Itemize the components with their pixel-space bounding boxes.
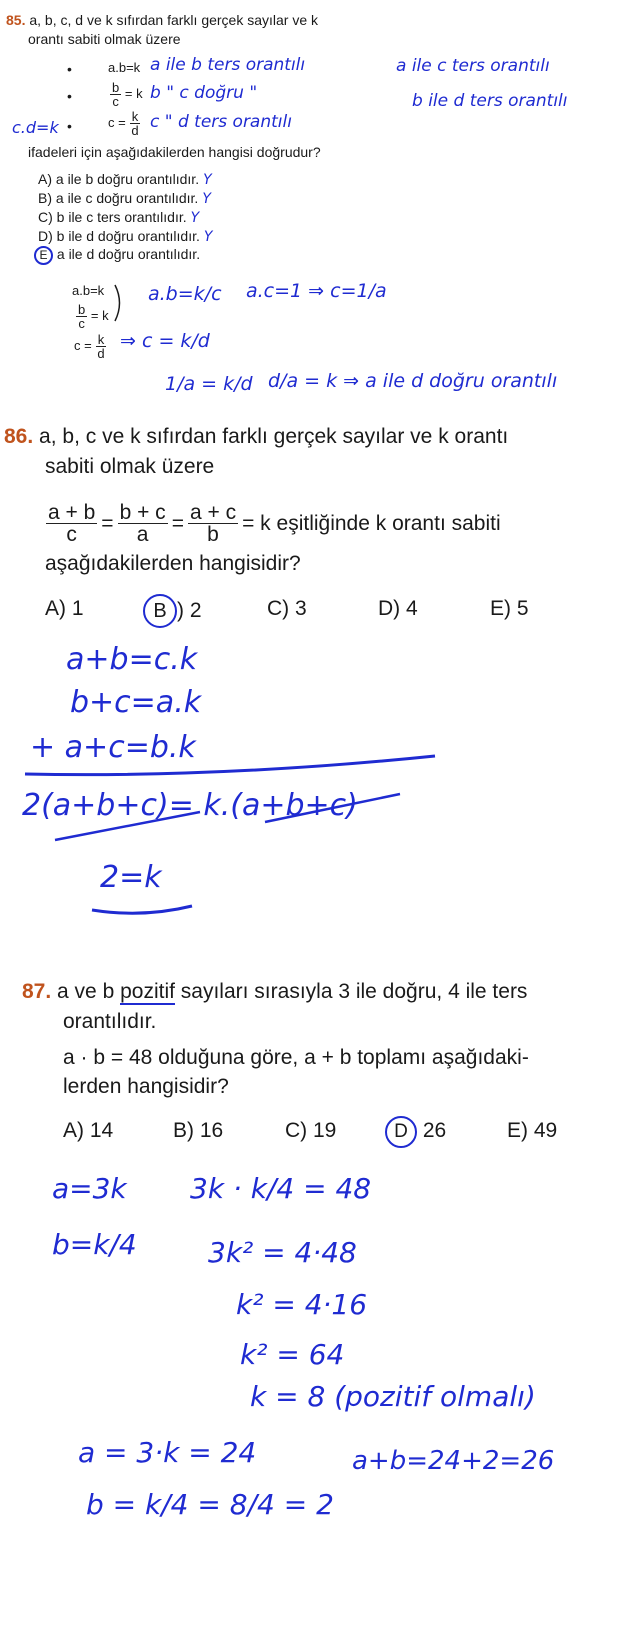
answer-underline bbox=[88, 900, 198, 920]
problem-number: 86. bbox=[4, 425, 34, 448]
solution-eq-2: $\frac{b}{c}$ = k bbox=[78, 302, 109, 331]
handwritten-step: 2=k bbox=[100, 860, 162, 895]
cancel-strike bbox=[50, 786, 410, 846]
given-eq-1: a.b=k bbox=[108, 60, 141, 75]
handwritten-step: k² = 4·16 bbox=[236, 1288, 368, 1321]
handwritten-step: 2(a+b+c)= k.(a+b+c) bbox=[22, 788, 358, 823]
sum-line bbox=[20, 752, 440, 782]
problem-86-line-1: 86. a, b, c ve k sıfırdan farklı gerçek sayılar ve k orantı bbox=[4, 425, 509, 448]
handwritten-step: 3k · k/4 = 48 bbox=[190, 1172, 372, 1205]
handwritten-step: b=k/4 bbox=[52, 1228, 137, 1261]
handwritten-step: + a+c=b.k bbox=[30, 730, 196, 765]
handwritten-step: b = k/4 = 8/4 = 2 bbox=[86, 1488, 334, 1521]
handwritten-step: a+b=c.k bbox=[66, 642, 198, 677]
given-eq-2: $\frac{b}{c}$ = k bbox=[112, 80, 143, 109]
problem-number: 87. bbox=[22, 980, 52, 1003]
problem-85-text bbox=[6, 12, 318, 28]
intro-line-2: orantı sabiti olmak üzere bbox=[28, 31, 181, 47]
bullet: • bbox=[67, 118, 72, 134]
option-d: D) 4 bbox=[378, 597, 418, 620]
problem-87-line-2: orantılıdır. bbox=[63, 1010, 157, 1033]
answer-circle: D bbox=[385, 1116, 417, 1148]
problem-87-line-3: a · b = 48 olduğuna göre, a + b toplamı aşağıdaki- bbox=[63, 1046, 529, 1069]
handwritten-note: b ile d ters orantılı bbox=[412, 91, 568, 111]
problem-87-line-1: 87. a ve b pozitif sayıları sırasıyla 3 ile doğru, 4 ile ters bbox=[22, 980, 528, 1003]
handwritten-note: a ile b ters orantılı bbox=[150, 55, 306, 75]
bracket bbox=[112, 283, 126, 323]
handwritten-step: a.b=k/c bbox=[148, 283, 222, 305]
option-c: C) 19 bbox=[285, 1119, 337, 1142]
option-d-selected: D 26 bbox=[385, 1116, 446, 1148]
handwritten-step: 1/a = k/d bbox=[165, 373, 253, 395]
handwritten-step: a=3k bbox=[52, 1172, 127, 1205]
problem-87-line-4: lerden hangisidir? bbox=[63, 1075, 229, 1098]
handwritten-note: c " d ters orantılı bbox=[150, 112, 292, 132]
solution-eq-1: a.b=k bbox=[72, 283, 105, 298]
intro-line-1: a, b, c, d ve k sıfırdan farklı gerçek sayılar ve k bbox=[29, 12, 319, 28]
problem-86-line-2: sabiti olmak üzere bbox=[45, 455, 215, 478]
handwritten-step: k² = 64 bbox=[240, 1338, 345, 1371]
handwritten-step: b+c=a.k bbox=[70, 685, 202, 720]
option-a: A) 1 bbox=[45, 597, 84, 620]
question: ifadeleri için aşağıdakilerden hangisi doğrudur? bbox=[28, 144, 321, 160]
option-c: C) b ile c ters orantılıdır. Y bbox=[38, 209, 200, 226]
handwritten-step: a.c=1 ⇒ c=1/a bbox=[246, 280, 387, 302]
ratio-equation: $\frac{a + b}{c}$ = $\frac{b + c}{a}$ = $\frac{a + c}{b}$ = k eşitliğinde k orantı sabiti bbox=[48, 501, 501, 546]
option-e: E) 5 bbox=[490, 597, 529, 620]
handwritten-step: a+b=24+2=26 bbox=[352, 1446, 555, 1476]
option-d: D) b ile d doğru orantılıdır. Y bbox=[38, 228, 213, 245]
handwritten-step: k = 8 (pozitif olmalı) bbox=[250, 1380, 536, 1413]
problem-number: 85. bbox=[6, 12, 26, 28]
bullet: • bbox=[67, 88, 72, 104]
handwritten-step: ⇒ c = k/d bbox=[120, 330, 210, 352]
handwritten-note: a ile c ters orantılı bbox=[396, 56, 550, 76]
problem-86-line-4: aşağıdakilerden hangisidir? bbox=[45, 552, 301, 575]
option-b: B) 16 bbox=[173, 1119, 224, 1142]
handwritten-note: c.d=k bbox=[12, 118, 59, 137]
option-e-selected: E a ile d doğru orantılıdır. bbox=[34, 246, 200, 265]
handwritten-step: a = 3·k = 24 bbox=[78, 1436, 257, 1469]
option-b-selected: B ) 2 bbox=[143, 594, 202, 628]
given-eq-3: c = $\frac{k}{d}$ bbox=[108, 109, 139, 138]
answer-circle: B bbox=[143, 594, 177, 628]
option-b: B) a ile c doğru orantılıdır. Y bbox=[38, 190, 211, 207]
answer-circle: E bbox=[34, 246, 53, 265]
option-c: C) 3 bbox=[267, 597, 307, 620]
handwritten-step: 3k² = 4·48 bbox=[208, 1236, 357, 1269]
option-a: A) 14 bbox=[63, 1119, 114, 1142]
option-a: A) a ile b doğru orantılıdır. Y bbox=[38, 171, 212, 188]
handwritten-step: d/a = k ⇒ a ile d doğru orantılı bbox=[268, 370, 558, 392]
bullet: • bbox=[67, 61, 72, 77]
solution-eq-3: c = $\frac{k}{d}$ bbox=[74, 332, 105, 361]
option-e: E) 49 bbox=[507, 1119, 558, 1142]
handwritten-note: b " c doğru " bbox=[150, 83, 258, 103]
